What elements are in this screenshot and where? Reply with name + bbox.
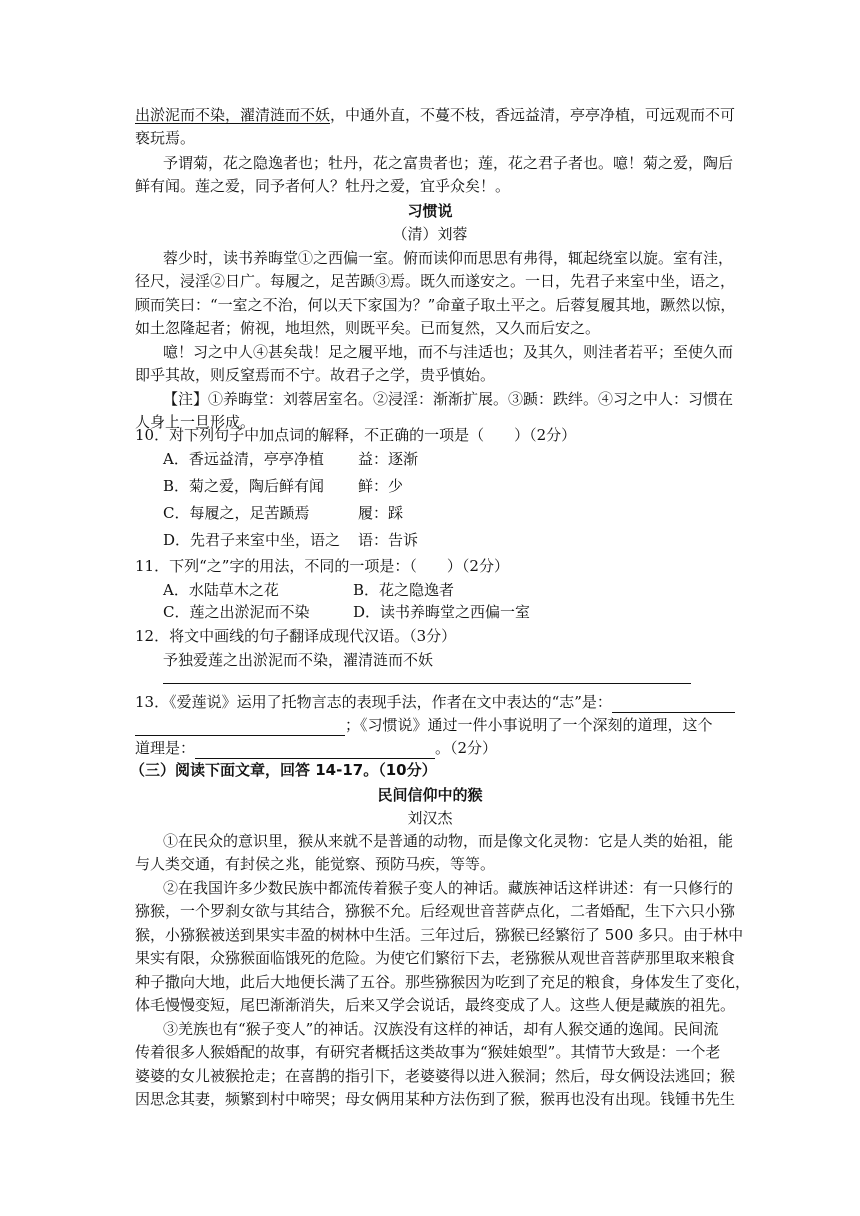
section3-line: 猕猴，一个罗刹女欲与其结合，猕猴不允。后经观世音菩萨点化，二者婚配，生下六只小猕 xyxy=(135,902,736,920)
xiguan-p5: 噫！习之中人④甚矣哉！足之履平地，而不与洼适也；及其久，则洼者若平；至使久而 xyxy=(163,343,734,361)
q10-option-b: B．菊之爱，陶后鲜有闻 鲜：少 xyxy=(163,477,404,495)
q11-row-1: A．水陆草木之花 B．花之隐逸者 xyxy=(163,581,455,599)
section3-line: ②在我国许多少数民族中都流传着猴子变人的神话。藏族神话这样讲述：有一只修行的 xyxy=(163,879,734,897)
underlined-sentence: 出淤泥而不染，濯清涟而不妖 xyxy=(135,106,331,124)
q10-option-d: D．先君子来室中坐，语之 语：告诉 xyxy=(163,531,419,549)
q10-option-a: A．香远益清，亭亭净植 益：逐渐 xyxy=(163,450,419,468)
q13-blank-3[interactable] xyxy=(195,742,435,759)
q12-answer-line[interactable] xyxy=(163,683,691,684)
section3-line: 婆婆的女儿被猴抢走；在喜鹊的指引下，老婆婆得以进入猴洞；然后，母女俩设法逃回；猴 xyxy=(135,1067,736,1085)
q10-stem: 10．对下列句子中加点词的解释，不正确的一项是（ ）（2分） xyxy=(135,426,577,444)
xiguan-note-1: 【注】①养晦堂：刘蓉居室名。②浸淫：渐渐扩展。③踬：跌绊。④习之中人：习惯在 xyxy=(163,390,734,408)
section3-line: 传着很多人猴婚配的故事，有研究者概括这类故事为“猴娃娘型”。其情节大致是：一个老 xyxy=(135,1043,721,1061)
section3-line: 猴，小猕猴被送到果实丰盈的树林中生活。三年过后，猕猴已经繁衍了 500 多只。由于林中 xyxy=(135,926,744,944)
section3-line: 种子撒向大地，此后大地便长满了五谷。那些猕猴因为吃到了充足的粮食，身体发生了变化， xyxy=(135,973,751,991)
q11-row-2: C．莲之出淤泥而不染 D．读书养晦堂之西偏一室 xyxy=(163,603,531,621)
ailian-line-3: 予谓菊，花之隐逸者也；牡丹，花之富贵者也；莲，花之君子者也。噫！菊之爱，陶后 xyxy=(163,154,734,172)
xiguan-p6: 即乎其故，则反窒焉而不宁。故君子之学，贵乎慎始。 xyxy=(135,366,496,384)
q13-line-1: 13．《爱莲说》运用了托物言志的表现手法，作者在文中表达的“志”是： xyxy=(135,691,735,713)
xiguan-p4: 如土忽隆起者；俯视，地坦然，则既平矣。已而复然，又久而后安之。 xyxy=(135,319,601,337)
xiguan-p3: 顾而笑曰：“一室之不治，何以天下家国为？”命童子取土平之。后蓉复履其地，蹶然以惊， xyxy=(135,296,736,314)
q13-blank-2[interactable] xyxy=(135,719,345,736)
ailian-line-4: 鲜有闻。莲之爱，同予者何人？牡丹之爱，宜乎众矣！。 xyxy=(135,177,511,195)
ailian-line-1: 出淤泥而不染，濯清涟而不妖，中通外直，不蔓不枝，香远益清，亭亭净植，可远观而不可 xyxy=(135,106,736,124)
section3-line: 因思念其妻，频繁到村中啼哭；母女俩用某种方法伤到了猴，猴再也没有出现。钱锺书先生 xyxy=(135,1090,736,1108)
q11-stem: 11．下列“之”字的用法，不同的一项是：（ ）（2分） xyxy=(135,557,509,575)
xiguan-title: 习惯说 xyxy=(407,202,453,220)
q12-stem: 12．将文中画线的句子翻译成现代汉语。（3分） xyxy=(135,627,457,645)
xiguan-note-2: 人身上一旦形成。 xyxy=(135,413,256,431)
q13-line-3: 道理是： 。（2分） xyxy=(135,739,498,757)
q13-line-2: ；《习惯说》通过一件小事说明了一个深刻的道理，这个 xyxy=(135,714,713,736)
section3-line: 与人类交通，有封侯之兆，能觉察、预防马疾，等等。 xyxy=(135,855,496,873)
section3-heading: （三）阅读下面文章，回答 14-17。（10分） xyxy=(130,761,437,779)
section3-line: ③羌族也有“猴子变人”的神话。汉族没有这样的神话，却有人猴交通的逸闻。民间流 xyxy=(163,1020,719,1038)
section3-line: ①在民众的意识里，猴从来就不是普通的动物，而是像文化灵物：它是人类的始祖，能 xyxy=(163,832,734,850)
section3-line: 体毛慢慢变短，尾巴渐渐消失，后来又学会说话，最终变成了人。这些人便是藏族的祖先。 xyxy=(135,996,736,1014)
q12-sentence: 予独爱莲之出淤泥而不染，濯清涟而不妖 xyxy=(163,651,434,669)
xiguan-p1: 蓉少时，读书养晦堂①之西偏一室。俯而读仰而思思有弗得，辄起绕室以旋。室有洼， xyxy=(163,249,734,267)
xiguan-author: （清）刘蓉 xyxy=(392,225,468,243)
q10-option-c: C．每履之，足苦踬焉 履：踩 xyxy=(163,504,404,522)
section3-line: 果实有限，众猕猴面临饿死的危险。为使它们繁衍下去，老猕猴从观世音菩萨那里取来粮食 xyxy=(135,949,736,967)
section3-author: 刘汉杰 xyxy=(407,809,453,827)
xiguan-p2: 径尺，浸淫②日广。每履之，足苦踬③焉。既久而遂安之。一日，先君子来室中坐，语之， xyxy=(135,272,736,290)
q13-blank-1[interactable] xyxy=(612,696,735,713)
ailian-line-2: 亵玩焉。 xyxy=(135,129,196,147)
section3-title: 民间信仰中的猴 xyxy=(377,786,483,804)
